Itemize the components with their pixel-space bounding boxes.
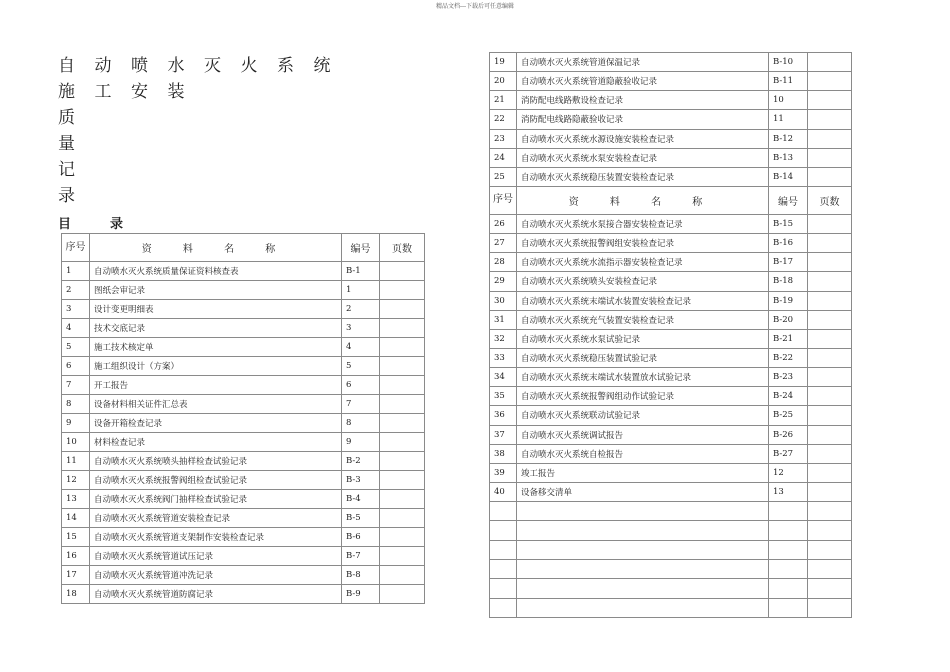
table-row — [62, 528, 425, 547]
row-index: 12 — [62, 471, 90, 490]
column-header-name: 资 料 名 称 — [517, 186, 769, 214]
row-name: 技术交底记录 — [90, 319, 342, 338]
row-code: B-5 — [342, 509, 380, 528]
row-name: 自动喷水灭火系统末端试水装置放水试验记录 — [517, 368, 769, 387]
title-char: 统 — [313, 56, 331, 76]
row-name: 自动喷水灭火系统报警阀组检查试验记录 — [90, 471, 342, 490]
empty-cell — [769, 502, 808, 521]
row-code: B-27 — [769, 444, 808, 463]
row-code: B-20 — [769, 310, 808, 329]
table-row — [490, 72, 852, 91]
row-pages — [380, 357, 425, 376]
row-name: 自动喷水灭火系统稳压装置试验记录 — [517, 348, 769, 367]
row-pages — [808, 444, 852, 463]
title-char: 灭 — [204, 56, 221, 76]
title-char: 工 — [94, 82, 112, 102]
row-index: 30 — [490, 291, 517, 310]
row-name: 设备开箱检查记录 — [90, 414, 342, 433]
row-name: 自动喷水灭火系统报警阀组动作试验记录 — [517, 387, 769, 406]
row-name: 自动喷水灭火系统管道安装检查记录 — [90, 509, 342, 528]
row-pages — [808, 368, 852, 387]
table-row — [62, 338, 425, 357]
row-index: 39 — [490, 463, 517, 482]
row-name: 自动喷水灭火系统阀门抽样检查试验记录 — [90, 490, 342, 509]
row-code: 1 — [342, 281, 380, 300]
page-header-note: 精品文档---下载后可任意编辑 — [435, 3, 515, 10]
row-index: 1 — [62, 262, 90, 281]
row-code: B-1 — [342, 262, 380, 281]
row-index: 33 — [490, 348, 517, 367]
row-pages — [380, 490, 425, 509]
row-name: 自动喷水灭火系统水源设施安装检查记录 — [517, 129, 769, 148]
title-char: 自 — [58, 56, 75, 76]
row-pages — [380, 433, 425, 452]
row-index: 5 — [62, 338, 90, 357]
empty-cell — [517, 579, 769, 598]
row-pages — [808, 425, 852, 444]
empty-cell — [808, 540, 852, 559]
row-index: 34 — [490, 368, 517, 387]
title-vertical-char — [58, 105, 350, 131]
row-pages — [808, 72, 852, 91]
table-row — [62, 471, 425, 490]
title-char: 系 — [277, 56, 294, 76]
row-name: 设备材料相关证件汇总表 — [90, 395, 342, 414]
table-row — [62, 585, 425, 604]
row-code: B-25 — [769, 406, 808, 425]
row-code: B-15 — [769, 214, 808, 233]
title-char: 录 — [58, 186, 75, 206]
toc-heading — [58, 213, 123, 232]
empty-cell — [517, 559, 769, 578]
row-code: B-23 — [769, 368, 808, 387]
empty-cell — [808, 502, 852, 521]
table-header-row — [490, 186, 852, 214]
row-name: 自动喷水灭火系统自检报告 — [517, 444, 769, 463]
table-row — [490, 463, 852, 482]
title-line-2 — [58, 79, 350, 105]
row-pages — [808, 110, 852, 129]
row-code: B-13 — [769, 148, 808, 167]
row-index: 31 — [490, 310, 517, 329]
row-name: 自动喷水灭火系统水泵安装检查记录 — [517, 148, 769, 167]
toc-table-left — [61, 233, 425, 604]
table-row — [62, 281, 425, 300]
row-pages — [808, 348, 852, 367]
table-row — [490, 387, 852, 406]
row-index: 36 — [490, 406, 517, 425]
row-name: 自动喷水灭火系统质量保证资料核查表 — [90, 262, 342, 281]
table-row — [62, 300, 425, 319]
row-index: 37 — [490, 425, 517, 444]
row-name: 自动喷水灭火系统管道隐蔽验收记录 — [517, 72, 769, 91]
row-index: 11 — [62, 452, 90, 471]
column-header-pages: 页数 — [380, 234, 425, 262]
toc-table-right — [489, 52, 852, 618]
title-line-1 — [58, 53, 350, 79]
row-code: B-2 — [342, 452, 380, 471]
row-pages — [808, 387, 852, 406]
row-name: 自动喷水灭火系统管道保温记录 — [517, 53, 769, 72]
row-code: 3 — [342, 319, 380, 338]
row-pages — [808, 234, 852, 253]
table-row — [62, 433, 425, 452]
title-char: 喷 — [131, 56, 148, 76]
table-row — [490, 129, 852, 148]
table-row — [490, 291, 852, 310]
row-code: 4 — [342, 338, 380, 357]
row-code: B-26 — [769, 425, 808, 444]
row-code: B-22 — [769, 348, 808, 367]
row-name: 自动喷水灭火系统水泵接合器安装检查记录 — [517, 214, 769, 233]
title-char: 装 — [167, 82, 185, 102]
row-index: 19 — [490, 53, 517, 72]
row-pages — [808, 167, 852, 186]
row-index: 2 — [62, 281, 90, 300]
column-header-code: 编号 — [769, 186, 808, 214]
row-code: B-7 — [342, 547, 380, 566]
empty-cell — [490, 598, 517, 617]
row-pages — [380, 338, 425, 357]
row-name: 设备移交清单 — [517, 482, 769, 501]
table-row — [62, 509, 425, 528]
table-row — [490, 482, 852, 501]
row-code: 2 — [342, 300, 380, 319]
table-row — [62, 566, 425, 585]
row-index: 15 — [62, 528, 90, 547]
empty-cell — [490, 559, 517, 578]
empty-cell — [490, 502, 517, 521]
table-row — [490, 329, 852, 348]
column-header-index: 序号 — [490, 186, 517, 214]
row-name: 自动喷水灭火系统报警阀组安装检查记录 — [517, 234, 769, 253]
row-code: B-12 — [769, 129, 808, 148]
row-code: B-18 — [769, 272, 808, 291]
row-index: 10 — [62, 433, 90, 452]
row-name: 自动喷水灭火系统末端试水装置安装检查记录 — [517, 291, 769, 310]
table-row — [490, 253, 852, 272]
row-index: 25 — [490, 167, 517, 186]
row-code: B-11 — [769, 72, 808, 91]
table-row — [490, 167, 852, 186]
empty-table-row — [490, 559, 852, 578]
row-code: B-24 — [769, 387, 808, 406]
row-name: 自动喷水灭火系统水流指示器安装检查记录 — [517, 253, 769, 272]
row-code: B-10 — [769, 53, 808, 72]
row-index: 20 — [490, 72, 517, 91]
empty-table-row — [490, 540, 852, 559]
row-index: 40 — [490, 482, 517, 501]
column-header-pages: 页数 — [808, 186, 852, 214]
row-code: B-6 — [342, 528, 380, 547]
row-pages — [808, 291, 852, 310]
row-pages — [808, 253, 852, 272]
row-name: 图纸会审记录 — [90, 281, 342, 300]
row-pages — [808, 406, 852, 425]
empty-cell — [769, 540, 808, 559]
row-name: 自动喷水灭火系统调试报告 — [517, 425, 769, 444]
row-pages — [380, 471, 425, 490]
row-index: 8 — [62, 395, 90, 414]
table-row — [490, 53, 852, 72]
row-pages — [380, 452, 425, 471]
row-name: 自动喷水灭火系统管道试压记录 — [90, 547, 342, 566]
row-name: 施工技术核定单 — [90, 338, 342, 357]
row-index: 28 — [490, 253, 517, 272]
row-pages — [380, 300, 425, 319]
row-pages — [380, 414, 425, 433]
title-char: 施 — [58, 82, 75, 102]
table-row — [62, 319, 425, 338]
row-pages — [380, 585, 425, 604]
row-index: 13 — [62, 490, 90, 509]
row-name: 自动喷水灭火系统稳压装置安装检查记录 — [517, 167, 769, 186]
row-code: 10 — [769, 91, 808, 110]
row-index: 38 — [490, 444, 517, 463]
row-pages — [808, 463, 852, 482]
empty-cell — [808, 579, 852, 598]
row-pages — [808, 129, 852, 148]
title-char: 动 — [94, 56, 112, 76]
row-name: 自动喷水灭火系统联动试验记录 — [517, 406, 769, 425]
empty-cell — [517, 521, 769, 540]
row-index: 29 — [490, 272, 517, 291]
row-pages — [380, 566, 425, 585]
table-header-row — [62, 234, 425, 262]
row-index: 7 — [62, 376, 90, 395]
row-pages — [808, 53, 852, 72]
empty-cell — [517, 502, 769, 521]
table-row — [490, 234, 852, 253]
row-pages — [380, 528, 425, 547]
document-title — [58, 53, 350, 209]
row-pages — [380, 395, 425, 414]
row-code: 8 — [342, 414, 380, 433]
row-pages — [380, 509, 425, 528]
table-row — [490, 91, 852, 110]
row-code: B-17 — [769, 253, 808, 272]
title-vertical-char — [58, 157, 350, 183]
row-name: 材料检查记录 — [90, 433, 342, 452]
title-char: 水 — [167, 56, 185, 76]
row-code: 7 — [342, 395, 380, 414]
table-row — [490, 444, 852, 463]
row-code: 11 — [769, 110, 808, 129]
table-row — [62, 490, 425, 509]
row-index: 16 — [62, 547, 90, 566]
table-row — [62, 395, 425, 414]
title-vertical-char — [58, 183, 350, 209]
title-vertical-char — [58, 131, 350, 157]
table-row — [490, 425, 852, 444]
row-name: 施工组织设计（方案） — [90, 357, 342, 376]
empty-cell — [490, 540, 517, 559]
row-code: B-14 — [769, 167, 808, 186]
toc-heading-char: 目 — [58, 217, 72, 232]
row-index: 26 — [490, 214, 517, 233]
row-code: 9 — [342, 433, 380, 452]
row-pages — [380, 281, 425, 300]
row-index: 14 — [62, 509, 90, 528]
title-char: 火 — [240, 56, 258, 76]
row-name: 自动喷水灭火系统管道防腐记录 — [90, 585, 342, 604]
row-pages — [808, 272, 852, 291]
empty-table-row — [490, 598, 852, 617]
row-index: 17 — [62, 566, 90, 585]
table-row — [490, 110, 852, 129]
row-pages — [808, 310, 852, 329]
row-name: 设计变更明细表 — [90, 300, 342, 319]
row-code: B-19 — [769, 291, 808, 310]
empty-cell — [517, 598, 769, 617]
row-name: 自动喷水灭火系统管道支架制作安装检查记录 — [90, 528, 342, 547]
row-index: 18 — [62, 585, 90, 604]
row-code: B-4 — [342, 490, 380, 509]
table-row — [490, 272, 852, 291]
row-index: 3 — [62, 300, 90, 319]
empty-cell — [769, 579, 808, 598]
row-name: 自动喷水灭火系统充气装置安装检查记录 — [517, 310, 769, 329]
row-index: 6 — [62, 357, 90, 376]
empty-cell — [808, 559, 852, 578]
table-row — [62, 376, 425, 395]
row-index: 9 — [62, 414, 90, 433]
row-index: 4 — [62, 319, 90, 338]
row-name: 自动喷水灭火系统喷头抽样检查试验记录 — [90, 452, 342, 471]
row-code: 5 — [342, 357, 380, 376]
row-index: 23 — [490, 129, 517, 148]
title-char: 记 — [58, 160, 75, 180]
row-code: B-16 — [769, 234, 808, 253]
title-char: 质 — [58, 108, 75, 128]
table-row — [490, 310, 852, 329]
empty-cell — [769, 598, 808, 617]
row-pages — [808, 214, 852, 233]
row-name: 消防配电线路敷设检查记录 — [517, 91, 769, 110]
empty-cell — [517, 540, 769, 559]
row-index: 27 — [490, 234, 517, 253]
row-pages — [380, 547, 425, 566]
row-pages — [808, 482, 852, 501]
row-name: 自动喷水灭火系统喷头安装检查记录 — [517, 272, 769, 291]
row-name: 自动喷水灭火系统水泵试验记录 — [517, 329, 769, 348]
table-row — [62, 262, 425, 281]
empty-cell — [808, 598, 852, 617]
title-char: 量 — [58, 134, 75, 154]
empty-table-row — [490, 579, 852, 598]
row-code: B-21 — [769, 329, 808, 348]
table-row — [62, 452, 425, 471]
table-row — [62, 547, 425, 566]
column-header-index: 序号 — [62, 234, 90, 262]
column-header-code: 编号 — [342, 234, 380, 262]
table-row — [62, 357, 425, 376]
row-index: 32 — [490, 329, 517, 348]
table-row — [490, 148, 852, 167]
row-pages — [808, 91, 852, 110]
toc-heading-char: 录 — [110, 217, 124, 232]
row-pages — [380, 319, 425, 338]
row-pages — [380, 262, 425, 281]
row-code: 12 — [769, 463, 808, 482]
column-header-name: 资 料 名 称 — [90, 234, 342, 262]
row-index: 35 — [490, 387, 517, 406]
row-code: B-8 — [342, 566, 380, 585]
row-index: 21 — [490, 91, 517, 110]
row-code: B-9 — [342, 585, 380, 604]
row-pages — [808, 148, 852, 167]
empty-cell — [769, 521, 808, 540]
empty-cell — [769, 559, 808, 578]
row-name: 竣工报告 — [517, 463, 769, 482]
row-pages — [380, 376, 425, 395]
empty-table-row — [490, 521, 852, 540]
empty-cell — [490, 579, 517, 598]
row-code: 13 — [769, 482, 808, 501]
row-name: 开工报告 — [90, 376, 342, 395]
title-char: 安 — [131, 82, 148, 102]
row-name: 自动喷水灭火系统管道冲洗记录 — [90, 566, 342, 585]
table-row — [62, 414, 425, 433]
table-row — [490, 406, 852, 425]
row-name: 消防配电线路隐蔽验收记录 — [517, 110, 769, 129]
row-index: 22 — [490, 110, 517, 129]
row-pages — [808, 329, 852, 348]
table-row — [490, 368, 852, 387]
row-code: 6 — [342, 376, 380, 395]
row-index: 24 — [490, 148, 517, 167]
empty-table-row — [490, 502, 852, 521]
table-row — [490, 348, 852, 367]
empty-cell — [490, 521, 517, 540]
table-row — [490, 214, 852, 233]
row-code: B-3 — [342, 471, 380, 490]
empty-cell — [808, 521, 852, 540]
